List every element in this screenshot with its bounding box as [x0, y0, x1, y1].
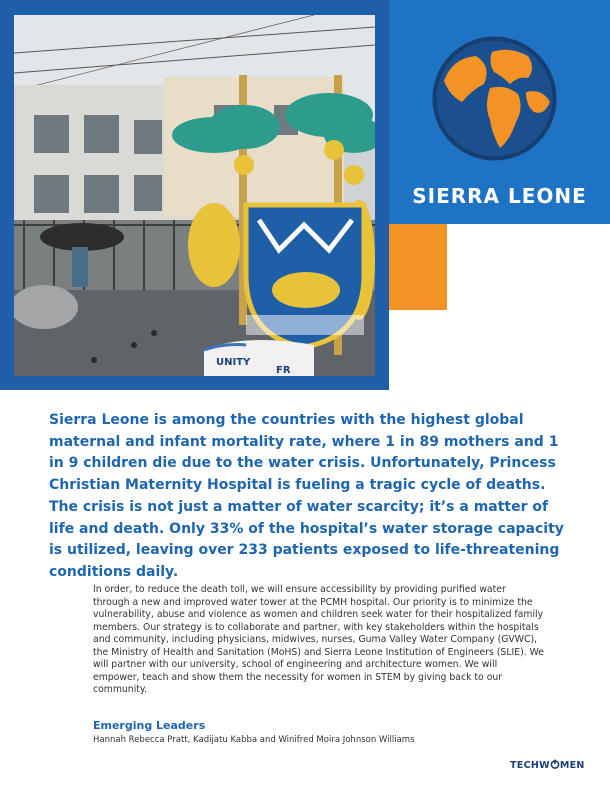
brand-suffix: MEN: [559, 760, 585, 771]
leaders-names: Hannah Rebecca Pratt, Kadijatu Kabba and Winifred Moira Johnson Williams: [93, 735, 415, 745]
lead-paragraph: Sierra Leone is among the countries with the highest global maternal and infant mortality rate, where 1 in 89 mothers and 1 in 9 children die due to the water crisis. Unfortunately, Princess Christian Maternity Hospital is fueling a tragic cycle of deaths. The crisis is not just a matter of water scarcity; it’s a matter of life and death. Only 33% of the hospital’s water storage capacity is utilized, leaving over 233 patients exposed to life-threatening conditions daily.: [49, 412, 564, 580]
hospital-photo-illustration: [14, 15, 375, 376]
photo-frame: [0, 0, 389, 390]
globe-icon: [432, 36, 557, 161]
sign-fr-text: FR: [276, 365, 291, 376]
power-o-icon: [550, 759, 560, 769]
orange-accent-block: [389, 224, 447, 310]
sign-unity-text: UNITY: [216, 357, 251, 368]
techwomen-logo: [510, 759, 585, 771]
body-paragraph: In order, to reduce the death toll, we will ensure accessibility by providing purified water through a new and improved water tower at the PCMH hospital. Our priority is to minimize the vulnerability, abuse and violence as women and children seek water for their hospitalized family members. Our strategy is to collaborate and partner, with key stakeholders within the hospitals and community, including physicians, midwives, nurses, Guma Valley Water Company (GVWC), the Ministry of Health and Sanitation (MoHS) and Sierra Leone Institution of Engineers (SLIE). We will partner with our university, school of engineering and architecture women. We will empower, teach and show them the necessity for women in STEM by giving back to our community.: [93, 584, 545, 695]
hospital-photo: [14, 15, 375, 376]
country-title: SIERRA LEONE: [412, 184, 587, 208]
brand-prefix: TECHW: [510, 760, 550, 771]
leaders-heading: Emerging Leaders: [93, 719, 206, 732]
